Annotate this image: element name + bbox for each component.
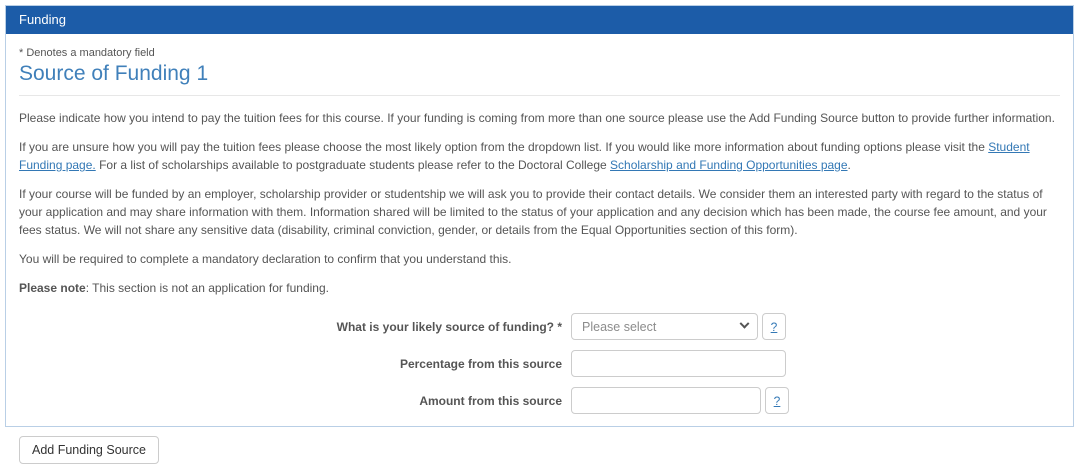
panel-body <box>6 34 1073 476</box>
funding-source-selected-value: Please select <box>582 319 657 334</box>
percentage-input[interactable] <box>571 350 786 377</box>
chevron-down-icon <box>740 319 750 329</box>
declaration-paragraph: You will be required to complete a mandatory declaration to confirm that you understand this. <box>19 252 512 266</box>
mandatory-field-note: * Denotes a mandatory field <box>19 47 155 59</box>
amount-input[interactable] <box>571 387 761 414</box>
funding-options-paragraph <box>19 138 1060 174</box>
funding-source-select[interactable] <box>571 313 758 340</box>
heading-divider <box>19 95 1060 96</box>
amount-label: Amount from this source <box>419 393 562 408</box>
funding-source-label: What is your likely source of funding? * <box>336 319 562 334</box>
data-sharing-paragraph: If your course will be funded by an employer, scholarship provider or studentship we will ask you to provide their contact details. We consider them an interested party with regard to the status of your application and may share information with them. Information shared will be limited to the status of your application and any decision which has been made, the course fee amount, and your fees status. We will not share any sensitive data (disability, criminal conviction, gender, or details from the Equal Opportunities section of this form). <box>19 187 1047 237</box>
funding-source-row <box>19 313 1060 340</box>
please-note-paragraph <box>19 279 1060 297</box>
please-note-label: Please note <box>19 281 86 295</box>
funding-options-text-1: If you are unsure how you will pay the tuition fees please choose the most likely option from the dropdown list. If you would like more information about funding options please visit the <box>19 140 989 154</box>
student-funding-link[interactable]: Student Funding page. <box>19 140 1030 172</box>
page-title: Source of Funding 1 <box>19 62 209 85</box>
amount-row <box>19 387 1060 414</box>
funding-panel <box>5 5 1074 457</box>
please-note-text: : This section is not an application for funding. <box>85 281 329 295</box>
intro-paragraph: Please indicate how you intend to pay the tuition fees for this course. If your funding is coming from more than one source please use the Add Funding Source button to provide further information. <box>19 111 1055 125</box>
amount-help-button[interactable]: ? <box>765 387 789 414</box>
panel-title: Funding <box>19 12 66 27</box>
panel-header <box>6 6 1073 34</box>
funding-source-help-button[interactable]: ? <box>762 313 786 340</box>
percentage-label: Percentage from this source <box>399 356 562 371</box>
funding-form <box>19 313 1060 464</box>
funding-options-text-2: For a list of scholarships available to postgraduate students please refer to the Doctoral College <box>95 158 611 172</box>
scholarship-opportunities-link[interactable]: Scholarship and Funding Opportunities page <box>610 158 848 172</box>
percentage-row <box>19 350 1060 377</box>
add-funding-source-button[interactable]: Add Funding Source <box>19 436 159 464</box>
funding-options-text-3: . <box>847 158 851 172</box>
